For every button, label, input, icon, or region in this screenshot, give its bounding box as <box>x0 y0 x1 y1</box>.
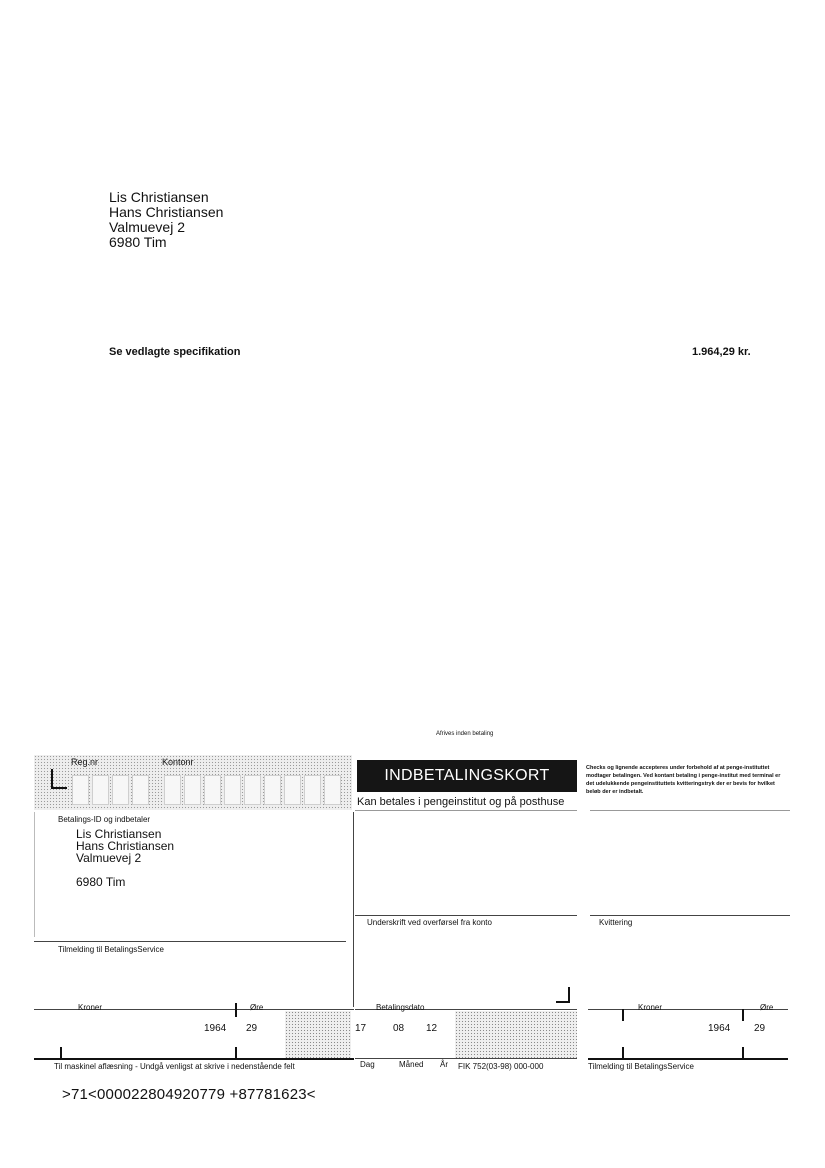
divider <box>742 1009 744 1021</box>
ore-value: 29 <box>246 1023 258 1034</box>
card-title: INDBETALINGSKORT <box>357 760 577 792</box>
digit-box <box>164 775 181 805</box>
year-label: År <box>440 1060 448 1069</box>
payer-label: Betalings-ID og indbetaler <box>58 815 151 824</box>
divider <box>742 1047 744 1059</box>
digit-box <box>92 775 109 805</box>
divider <box>34 1058 354 1060</box>
recipient-street: Valmuevej 2 <box>109 219 186 235</box>
right-ore-value: 29 <box>754 1023 766 1034</box>
divider <box>60 1047 62 1059</box>
specification-note: Se vedlagte specifikation <box>109 346 241 358</box>
right-ore-label: Øre <box>760 1003 774 1012</box>
kroner-value: 1964 <box>204 1023 227 1034</box>
signature-label: Underskrift ved overførsel fra konto <box>367 918 492 927</box>
reg-nr-label: Reg.nr <box>71 757 99 767</box>
betalingsservice-label: Tilmelding til BetalingsService <box>58 945 164 954</box>
kroner-label: Kroner <box>78 1003 103 1012</box>
month-value: 08 <box>393 1023 405 1034</box>
digit-box <box>112 775 129 805</box>
divider <box>590 915 790 916</box>
recipient-name-1: Lis Christiansen <box>109 189 209 205</box>
fineprint-note: Checks og lignende accepteres under forbehold af at penge-instituttet modtager betalingen. Ved kontant betaling i penge-institut med terminal er det udelukkende pengeinstituttets kvitteringstryk der er bevis for hvilket beløb der er indbetalt. <box>586 765 781 795</box>
digit-box <box>204 775 221 805</box>
ocr-line: >71<000022804920779 +87781623< <box>62 1086 316 1103</box>
payer-street: Valmuevej 2 <box>76 851 142 865</box>
year-value: 12 <box>426 1023 438 1034</box>
digit-box <box>324 775 341 805</box>
day-value: 17 <box>355 1023 367 1034</box>
digit-box <box>264 775 281 805</box>
divider <box>235 1003 237 1017</box>
divider <box>355 810 577 811</box>
machine-reading-note: Til maskinel aflæsning - Undgå venligst at skrive i nedenstående felt <box>54 1062 295 1071</box>
konto-nr-label: Kontonr <box>162 757 194 767</box>
divider <box>353 812 354 1007</box>
account-number-field <box>34 755 352 810</box>
divider <box>235 1047 237 1059</box>
right-betalingsservice-label: Tilmelding til BetalingsService <box>588 1062 694 1071</box>
fik-label: FIK 752(03-98) 000-000 <box>458 1062 544 1071</box>
detach-note: Afrives inden betaling <box>436 731 494 737</box>
payer-name-1: Lis Christiansen <box>76 827 162 841</box>
divider <box>588 1009 788 1010</box>
shaded-field <box>285 1011 351 1059</box>
right-kroner-label: Kroner <box>638 1003 663 1012</box>
ore-label: Øre <box>250 1003 264 1012</box>
digit-box <box>184 775 201 805</box>
digit-box <box>284 775 301 805</box>
receipt-label: Kvittering <box>599 918 633 927</box>
divider <box>588 1058 788 1060</box>
card-subtitle: Kan betales i pengeinstitut og på posthuse <box>357 796 565 808</box>
recipient-name-2: Hans Christiansen <box>109 204 224 220</box>
divider <box>355 915 577 916</box>
month-label: Måned <box>399 1060 424 1069</box>
total-amount: 1.964,29 kr. <box>692 346 751 358</box>
payer-address <box>76 828 174 888</box>
corner-mark <box>556 1001 570 1003</box>
digit-box <box>304 775 321 805</box>
digit-box <box>224 775 241 805</box>
corner-mark <box>51 787 67 789</box>
shaded-field <box>455 1011 577 1059</box>
payer-city: 6980 Tim <box>76 875 126 889</box>
day-label: Dag <box>360 1060 375 1069</box>
betalingsdato-label: Betalingsdato <box>376 1003 425 1012</box>
recipient-address <box>109 190 223 250</box>
corner-mark <box>51 769 53 789</box>
recipient-city: 6980 Tim <box>109 234 167 250</box>
right-kroner-value: 1964 <box>708 1023 731 1034</box>
divider <box>622 1047 624 1059</box>
payer-name-2: Hans Christiansen <box>76 839 175 853</box>
divider <box>622 1009 624 1021</box>
divider <box>34 812 35 937</box>
divider <box>34 941 346 942</box>
digit-box <box>132 775 149 805</box>
divider <box>590 810 790 811</box>
digit-box <box>72 775 89 805</box>
digit-box <box>244 775 261 805</box>
divider <box>355 1058 577 1059</box>
